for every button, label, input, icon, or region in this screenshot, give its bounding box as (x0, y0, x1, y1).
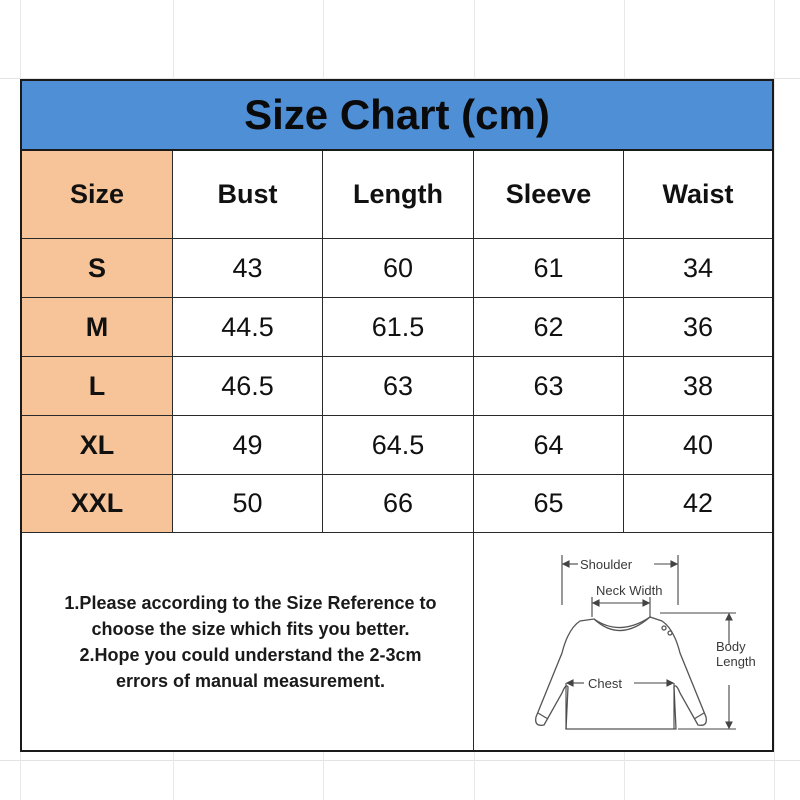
chart-title: Size Chart (cm) (22, 81, 772, 151)
size-label: XL (22, 416, 173, 475)
table-cell: 36 (624, 298, 772, 357)
table-cell: 61 (474, 239, 624, 298)
table-cell: 65 (474, 475, 624, 533)
table-cell: 42 (624, 475, 772, 533)
table-cell: 61.5 (323, 298, 474, 357)
header-length: Length (323, 151, 474, 239)
note-line: 2.Hope you could understand the 2-3cm (79, 644, 422, 665)
table-cell: 40 (624, 416, 772, 475)
measurement-figure (474, 533, 772, 750)
table-cell: 60 (323, 239, 474, 298)
header-bust: Bust (173, 151, 323, 239)
body-length-label: Length (716, 654, 756, 669)
table-cell: 50 (173, 475, 323, 533)
shoulder-label: Shoulder (580, 557, 633, 572)
table-cell: 63 (323, 357, 474, 416)
neck-width-label: Neck Width (596, 583, 663, 598)
table-cell: 34 (624, 239, 772, 298)
table-cell: 66 (323, 475, 474, 533)
size-notes (22, 533, 474, 750)
size-label: S (22, 239, 173, 298)
size-chart (20, 79, 774, 752)
header-waist: Waist (624, 151, 772, 239)
note-line: 1.Please according to the Size Reference to (64, 592, 437, 613)
shirt-diagram-icon (474, 533, 772, 750)
table-cell: 64.5 (323, 416, 474, 475)
header-sleeve: Sleeve (474, 151, 624, 239)
table-cell: 62 (474, 298, 624, 357)
body-length-label: Body (716, 639, 746, 654)
table-cell: 44.5 (173, 298, 323, 357)
bg-gridline (0, 760, 800, 761)
note-line: errors of manual measurement. (115, 670, 386, 691)
size-label: M (22, 298, 173, 357)
table-cell: 64 (474, 416, 624, 475)
table-cell: 38 (624, 357, 772, 416)
table-cell: 43 (173, 239, 323, 298)
note-line: choose the size which fits you better. (91, 618, 410, 639)
size-table (22, 151, 772, 533)
size-label: XXL (22, 475, 173, 533)
bg-gridline (774, 0, 775, 800)
table-cell: 49 (173, 416, 323, 475)
size-label: L (22, 357, 173, 416)
chest-label: Chest (588, 676, 622, 691)
header-size: Size (22, 151, 173, 239)
table-cell: 46.5 (173, 357, 323, 416)
table-cell: 63 (474, 357, 624, 416)
